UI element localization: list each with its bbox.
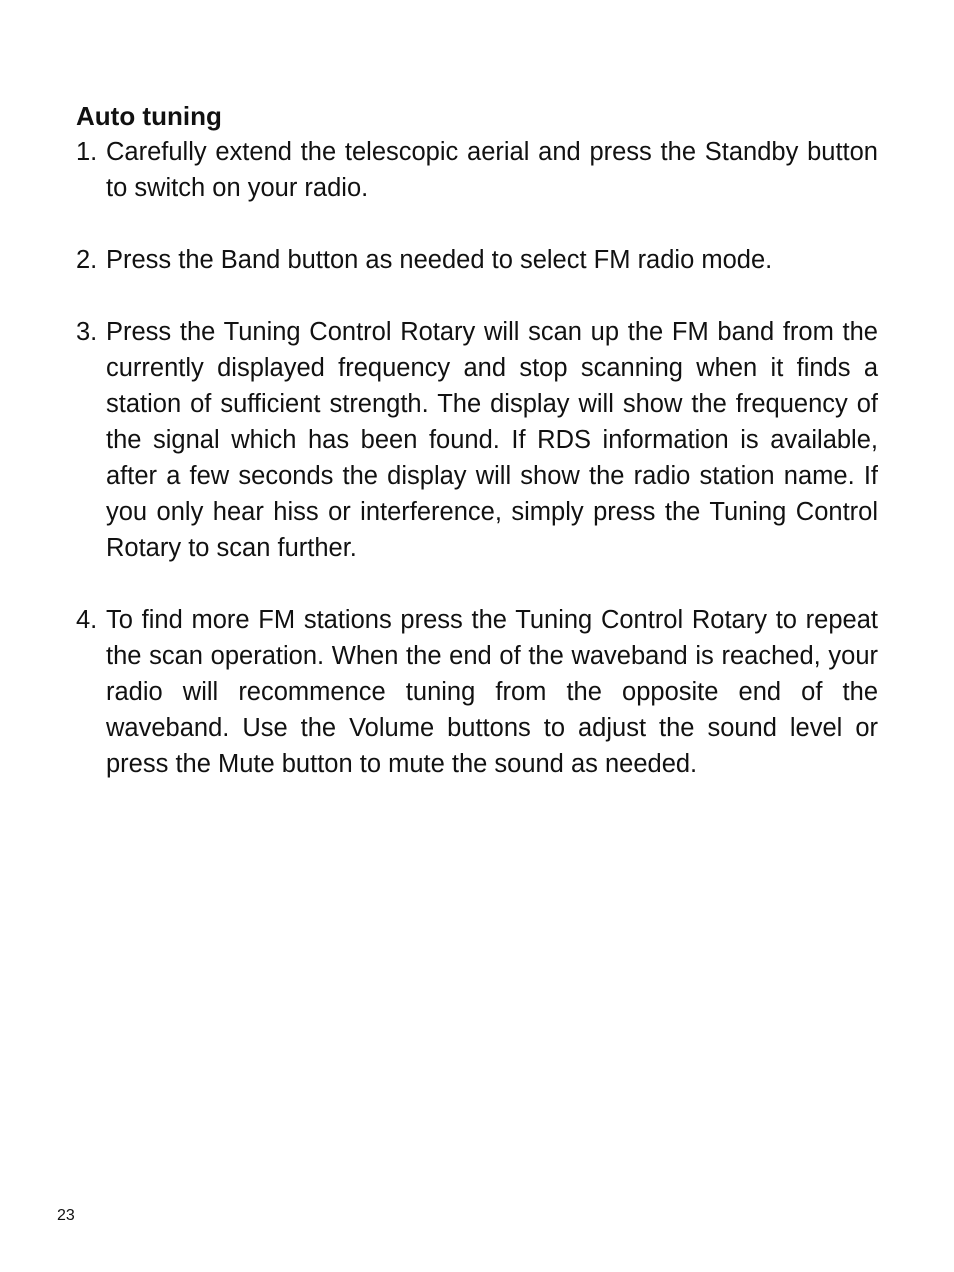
step-number: 2. xyxy=(76,246,98,274)
step-text: Press the Band button as needed to select FM radio mode. xyxy=(106,246,773,274)
step-item xyxy=(76,602,878,782)
step-number: 4. xyxy=(76,606,98,634)
section-heading: Auto tuning xyxy=(76,101,222,131)
step-number: 3. xyxy=(76,318,98,346)
step-text: To find more FM stations press the Tuning Control Rotary to repeat the scan operation. When the end of the waveband is reached, your radio will recommence tuning from the opposite end of the waveband. Use the Volume buttons to adjust the sound level or press the Mute button to mute the sound as needed. xyxy=(106,606,878,778)
steps-list xyxy=(76,134,878,782)
step-item xyxy=(76,314,878,566)
manual-page-content xyxy=(76,98,878,818)
page-number: 23 xyxy=(57,1207,75,1224)
step-item xyxy=(76,134,878,206)
step-item xyxy=(76,242,878,278)
step-text: Carefully extend the telescopic aerial and press the Standby button to switch on your radio. xyxy=(106,138,878,202)
step-text: Press the Tuning Control Rotary will scan up the FM band from the currently displayed frequency and stop scanning when it finds a station of sufficient strength. The display will show the frequency of the signal which has been found. If RDS information is available, after a few seconds the display will show the radio station name. If you only hear hiss or interference, simply press the Tuning Control Rotary to scan further. xyxy=(106,318,878,562)
step-number: 1. xyxy=(76,138,98,166)
